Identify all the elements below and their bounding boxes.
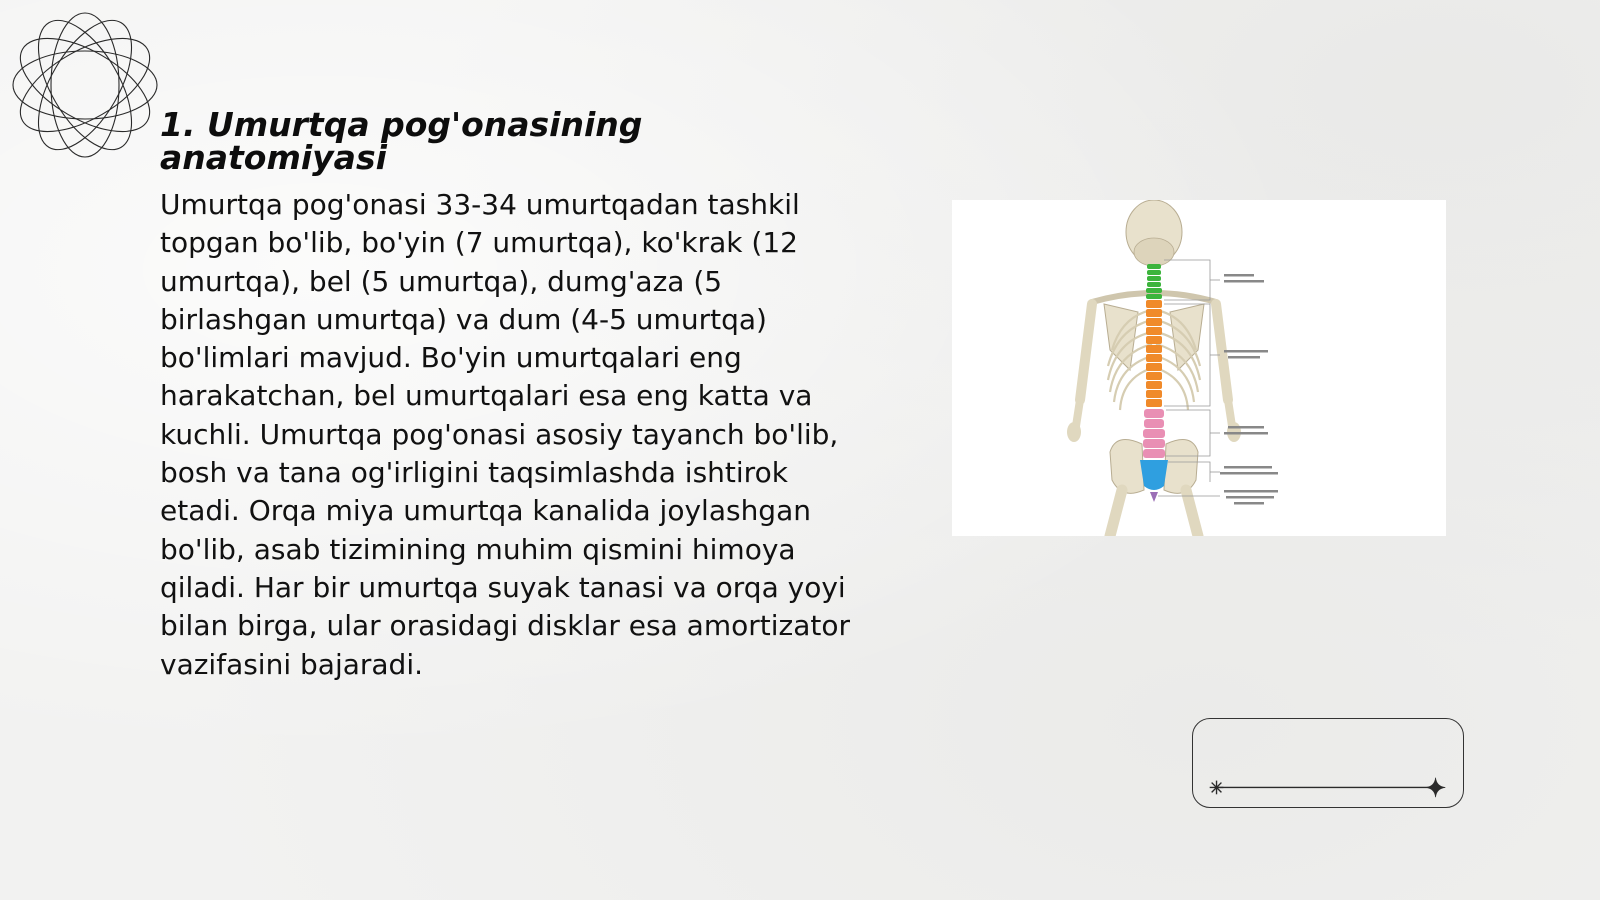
star-line-ornament-icon [1193, 719, 1463, 807]
slide-body-text: Umurtqa pog'onasi 33-34 umurtqadan tashkil topgan bo'lib, bo'yin (7 umurtqa), ko'krak (12 umurtqa), bel (5 umurtqa), dumg'aza (5 birlashgan umurtqa) va dum (4-5 umurtqa) bo'limlari mavjud. Bo'yin umurtqalari eng harakatchan, bel umurtqalari esa eng katta va kuchli. Umurtqa pog'onasi asosiy tayanch bo'lib, bosh va tana og'irligini taqsimlashda ishtirok etadi. Orqa miya umurtqa kanalida joylashgan bo'lib, asab tizimining muhim qismini himoya qiladi. Har bir umurtqa suyak tanasi va orqa yoyi bilan birga, ular orasidagi disklar esa amortizator vazifasini bajaradi. [160, 188, 850, 681]
decorative-frame [1192, 718, 1464, 808]
spirograph-ornament-icon [10, 10, 160, 160]
skeleton-spine-illustration-icon [952, 200, 1446, 536]
slide-title: 1. Umurtqa pog'onasining anatomiyasi [160, 105, 643, 177]
spine-anatomy-figure [952, 200, 1446, 536]
